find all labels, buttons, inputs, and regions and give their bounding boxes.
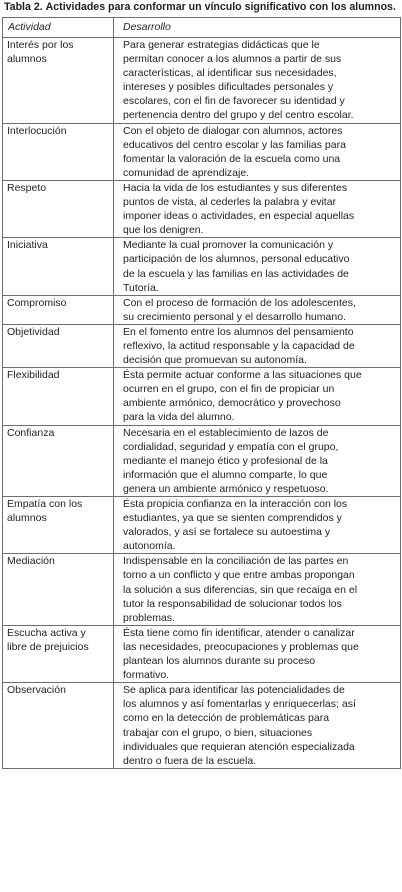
activity-cell: [3, 497, 114, 554]
development-text: educativos del centro escolar y las familias para: [123, 138, 346, 151]
activity-text: Interés por los: [7, 39, 74, 51]
development-text: problemas.: [123, 611, 175, 624]
table-row: [3, 554, 401, 625]
development-text: individuales que requieran atención especializada: [123, 740, 355, 753]
development-text: Hacia la vida de los estudiantes y sus diferentes: [123, 181, 348, 194]
activity-text: Escucha activa y: [7, 626, 86, 639]
development-text: mediante el manejo ético y profesional de la: [123, 454, 328, 467]
activity-cell: [3, 295, 114, 324]
development-cell: [114, 38, 401, 124]
development-cell: [114, 554, 401, 625]
activity-cell: [3, 625, 114, 682]
development-text: Con el objeto de dialogar con alumnos, actores: [123, 124, 343, 137]
activity-text: Interlocución: [7, 124, 67, 137]
development-cell: [114, 123, 401, 180]
development-text: imponer ideas o actividades, en especial aquellas: [123, 210, 355, 223]
table-caption: [4, 1, 396, 14]
development-text: fomentar la valoración de la escuela como una: [123, 152, 341, 165]
development-text: ocurren en el grupo, con el fin de propiciar un: [123, 383, 335, 396]
activity-cell: [3, 683, 114, 769]
development-cell: [114, 683, 401, 769]
development-text: cordialidad, seguridad y empatía con el grupo,: [123, 440, 339, 453]
activity-cell: [3, 123, 114, 180]
table-row: [3, 497, 401, 554]
table-row: [3, 295, 401, 324]
development-text: Ésta propicia confianza en la interacción con los: [123, 498, 348, 510]
table-row: [3, 123, 401, 180]
development-text: su crecimiento personal y el desarrollo humano.: [123, 310, 346, 323]
development-text: decisión que promuevan su autonomía.: [123, 354, 307, 367]
development-text: genera un ambiente armónico y respetuoso.: [123, 482, 329, 495]
column-header-actividad: Actividad: [3, 18, 114, 38]
activity-text: Empatía con los: [7, 498, 83, 510]
activities-table: [2, 17, 401, 769]
activity-text: alumnos: [7, 53, 47, 66]
development-text: trabajar con el grupo, o bien, situaciones: [123, 726, 313, 739]
development-text: Para generar estrategias didácticas que le: [123, 39, 320, 51]
development-text: intereses y posibles dificultades personales y: [123, 81, 334, 94]
table-row: [3, 683, 401, 769]
development-text: formativo.: [123, 669, 170, 682]
table-row: [3, 425, 401, 496]
activity-text: Observación: [7, 684, 66, 697]
development-text: la solución a sus diferencias, sin que recaiga en el: [123, 583, 358, 596]
activity-cell: [3, 425, 114, 496]
development-text: que los denigren.: [123, 224, 204, 237]
table-header-row: [3, 18, 401, 38]
development-cell: [114, 180, 401, 237]
development-text: para la vida del alumno.: [123, 411, 235, 424]
column-header-desarrollo: Desarrollo: [114, 18, 401, 38]
activity-text: Objetividad: [7, 325, 60, 338]
development-text: las necesidades, preocupaciones y problemas que: [123, 640, 359, 653]
development-cell: [114, 238, 401, 295]
activity-text: Respeto: [7, 181, 47, 194]
development-text: los alumnos y así fomentarlas y enriquecerlas; así: [123, 698, 356, 711]
development-cell: [114, 324, 401, 367]
table-number: Tabla 2.: [4, 1, 43, 13]
development-cell: [114, 368, 401, 425]
development-text: tutor la responsabilidad de solucionar todos los: [123, 597, 342, 610]
development-text: En el fomento entre los alumnos del pensamiento: [123, 325, 354, 338]
development-cell: [114, 425, 401, 496]
development-text: plantean los alumnos durante su proceso: [123, 655, 316, 668]
table-row: [3, 38, 401, 124]
development-cell: [114, 625, 401, 682]
development-cell: [114, 497, 401, 554]
activity-cell: [3, 38, 114, 124]
development-text: valorados, y así se fortalece su autoestima y: [123, 526, 331, 539]
development-text: ambiente armónico, democrático y provechoso: [123, 397, 341, 410]
development-text: torno a un conflicto y que entre ambas propongan: [123, 569, 355, 582]
development-text: de la escuela y las familias en las actividades de: [123, 267, 349, 280]
development-text: Ésta tiene como fin identificar, atender o canalizar: [123, 626, 355, 639]
development-text: estudiantes, ya que se sienten comprendidos y: [123, 512, 342, 525]
development-text: escolares, con el fin de favorecer su identidad y: [123, 95, 345, 108]
table-row: [3, 368, 401, 425]
development-text: puntos de vista, al cederles la palabra y evitar: [123, 196, 337, 209]
activity-text: Mediación: [7, 555, 55, 568]
development-text: pertenencia dentro del grupo y del centro escolar.: [123, 109, 354, 122]
development-text: Indispensable en la conciliación de las partes en: [123, 555, 349, 568]
development-text: permitan conocer a los alumnos a partir de sus: [123, 53, 342, 66]
development-text: como en la detección de problemáticas para: [123, 712, 330, 725]
table-title: Actividades para conformar un vínculo significativo con los alumnos.: [45, 1, 396, 13]
activity-cell: [3, 180, 114, 237]
activity-text: Compromiso: [7, 296, 67, 309]
development-text: Tutoría.: [123, 281, 159, 294]
development-text: información que el alumno comparte, lo que: [123, 468, 328, 481]
development-text: comunidad de aprendizaje.: [123, 166, 250, 179]
activity-text: Iniciativa: [7, 239, 48, 252]
activity-cell: [3, 238, 114, 295]
development-text: dentro o fuera de la escuela.: [123, 754, 257, 767]
activity-text: Flexibilidad: [7, 369, 60, 382]
table-row: [3, 324, 401, 367]
development-text: Mediante la cual promover la comunicación y: [123, 239, 334, 252]
development-text: participación de los alumnos, personal educativo: [123, 253, 350, 266]
activity-cell: [3, 368, 114, 425]
table-row: [3, 238, 401, 295]
activity-text: Confianza: [7, 426, 55, 439]
development-text: características, al identificar sus necesidades,: [123, 67, 337, 80]
table-row: [3, 625, 401, 682]
development-text: Necesaria en el establecimiento de lazos de: [123, 426, 329, 439]
activity-text: libre de prejuicios: [7, 640, 89, 653]
activity-text: alumnos: [7, 512, 47, 525]
development-cell: [114, 295, 401, 324]
activity-cell: [3, 324, 114, 367]
activity-cell: [3, 554, 114, 625]
development-text: reflexivo, la actitud responsable y la capacidad de: [123, 339, 355, 352]
development-text: autonomía.: [123, 540, 176, 553]
development-text: Se aplica para identificar las potencialidades de: [123, 684, 345, 697]
development-text: Ésta permite actuar conforme a las situaciones que: [123, 369, 362, 382]
table-row: [3, 180, 401, 237]
development-text: Con el proceso de formación de los adolescentes,: [123, 296, 356, 309]
